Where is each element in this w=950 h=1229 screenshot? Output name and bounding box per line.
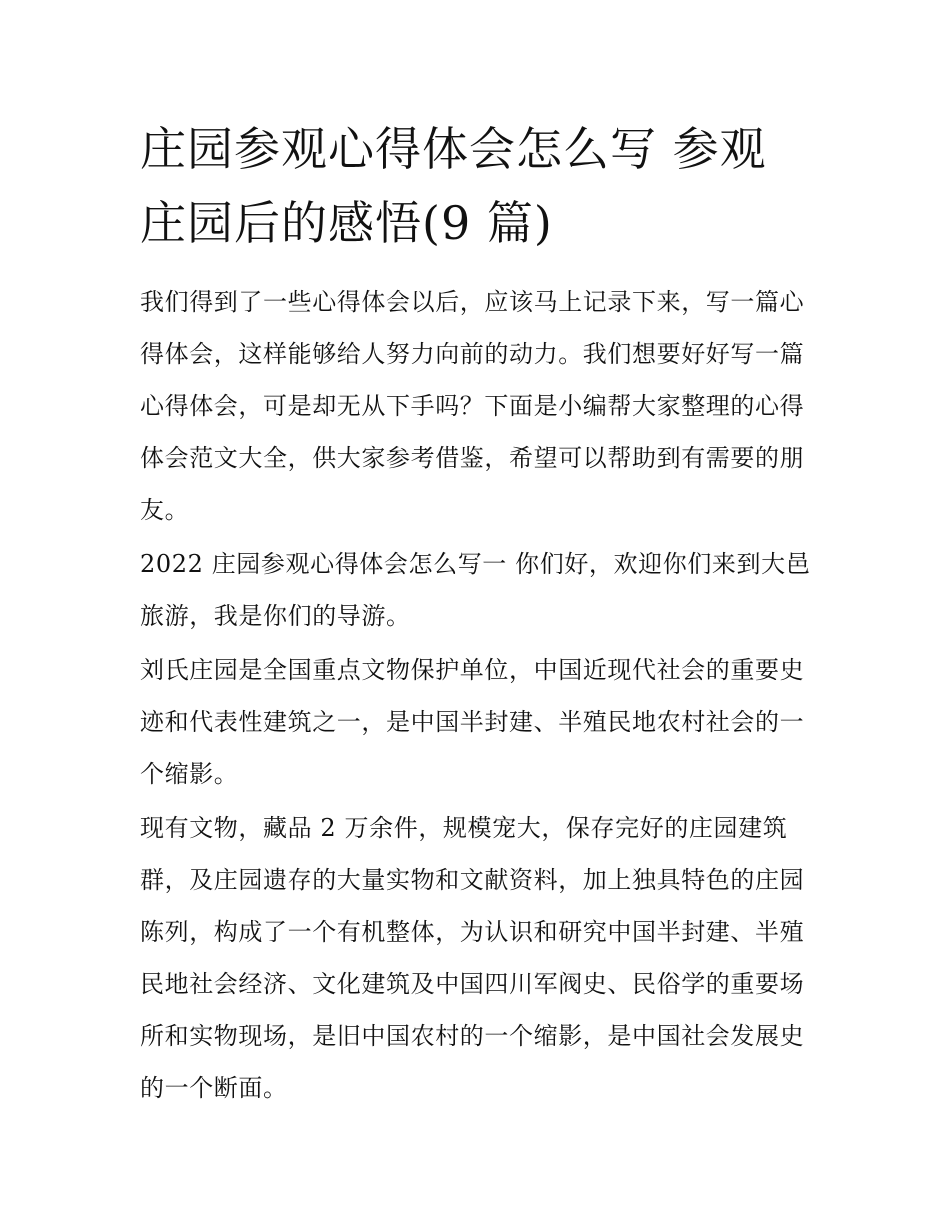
body-paragraph: 现有文物，藏品 2 万余件，规模宠大，保存完好的庄园建筑群，及庄园遗存的大量实物和文献资料，加上独具特色的庄园陈列，构成了一个有机整体，为认识和研究中国半封建、半殖民地社会经济、文化建筑及中国四川军阀史、民俗学的重要场所和实物现场，是旧中国农村的一个缩影，是中国社会发展史的一个断面。	[140, 814, 805, 1102]
intro-paragraph: 我们得到了一些心得体会以后，应该马上记录下来，写一篇心得体会，这样能够给人努力向前的动力。我们想要好好写一篇心得体会，可是却无从下手吗？下面是小编帮大家整理的心得体会范文大全，供大家参考借鉴，希望可以帮助到有需要的朋友。	[140, 288, 805, 524]
document-title: 庄园参观心得体会怎么写 参观庄园后的感悟(9 篇)	[140, 122, 767, 250]
document-body	[140, 112, 812, 1116]
section-heading-paragraph: 2022 庄园参观心得体会怎么写一 你们好，欢迎你们来到大邑旅游，我是你们的导游。	[140, 550, 811, 630]
body-paragraph: 刘氏庄园是全国重点文物保护单位，中国近现代社会的重要史迹和代表性建筑之一，是中国半封建、半殖民地农村社会的一个缩影。	[140, 656, 805, 788]
